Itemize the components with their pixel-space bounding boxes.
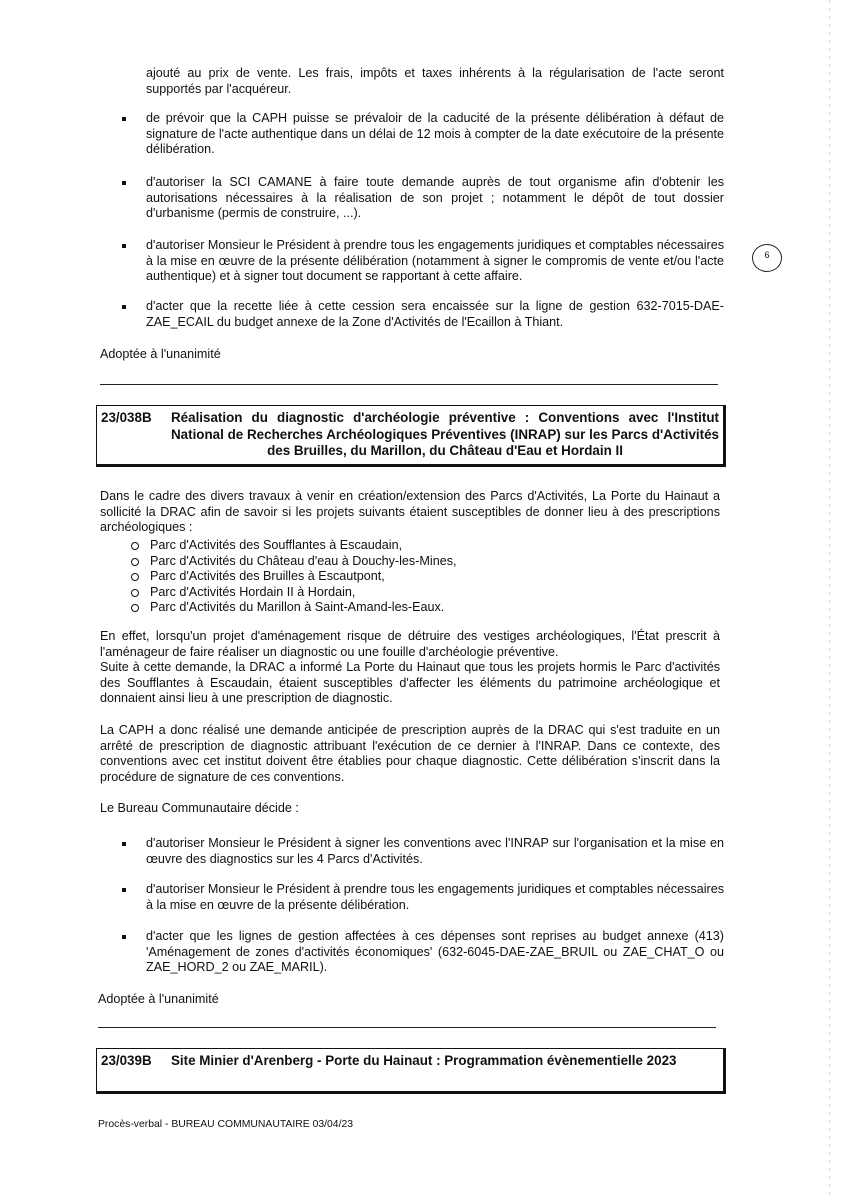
paragraph-line: Suite à cette demande, la DRAC a informé La Porte du Hainaut que tous les projets hormis le Parc d'activités des Soufflantes à Escaudain, étaient susceptibles d'affecter les éléments du patrimoine archéologique et donnaient ainsi lieu à une prescription de diagnostic. [100, 660, 720, 706]
intro-continuation: ajouté au prix de vente. Les frais, impôts et taxes inhérents à la régularisation de l'acte seront supportés par l'acquéreur. [146, 66, 724, 96]
section1-bullet: d'autoriser la SCI CAMANE à faire toute demande auprès de tout organisme afin d'obtenir les autorisations nécessaires à la réalisation de son projet ; notamment le dépôt de tout dossier d'urbanisme (permis de construire, ...). [146, 175, 724, 221]
separator-rule [100, 384, 718, 385]
section1-adoption: Adoptée à l'unanimité [100, 347, 221, 361]
section2-intro: Dans le cadre des divers travaux à venir en création/extension des Parcs d'Activités, La Porte du Hainaut a sollicité la DRAC afin de savoir si les projets suivants étaient susceptibles de donner lieu à des prescriptions archéologiques : [100, 489, 720, 535]
section3-title: Site Minier d'Arenberg - Porte du Hainaut : Programmation évènementielle 2023 [171, 1053, 677, 1068]
section2-code: 23/038B [101, 410, 152, 425]
section1-bullet: de prévoir que la CAPH puisse se prévaloir de la caducité de la présente délibération à défaut de signature de l'acte authentique dans un délai de 12 mois à compter de la date exécutoire de la présente délibération. [146, 111, 724, 157]
section2-paragraph-2 [100, 629, 720, 707]
section3-header-box [96, 1048, 726, 1094]
section1-bullet: d'acter que la recette liée à cette cession sera encaissée sur la ligne de gestion 632-7015-DAE-ZAE_ECAIL du budget annexe de la Zone d'Activités de l'Ecaillon à Thiant. [146, 299, 724, 329]
section2-bullet: d'autoriser Monsieur le Président à prendre tous les engagements juridiques et comptables nécessaires à la mise en œuvre de la présente délibération. [146, 882, 724, 912]
section2-bullet: d'acter que les lignes de gestion affectées à ces dépenses sont reprises au budget annexe (413) 'Aménagement de zones d'activités économiques' (632-6045-DAE-ZAE_BRUIL ou ZAE_CHAT_O ou ZAE_HORD_2 ou ZAE_MARIL). [146, 929, 724, 975]
page-number-stamp [752, 244, 782, 270]
list-item: Parc d'Activités du Château d'eau à Douchy-les-Mines, [130, 554, 457, 570]
section2-title: Réalisation du diagnostic d'archéologie préventive : Conventions avec l'Institut National de Recherches Archéologiques Préventives (INRAP) sur les Parcs d'Activités des Bruilles, du Marillon, du Château d'Eau et Hordain II [171, 410, 719, 459]
parcs-list [130, 538, 457, 616]
list-item: Parc d'Activités Hordain II à Hordain, [130, 585, 457, 601]
decision-intro: Le Bureau Communautaire décide : [100, 801, 299, 815]
section2-bullet: d'autoriser Monsieur le Président à signer les conventions avec l'INRAP sur l'organisation et la mise en œuvre des diagnostics sur les 4 Parcs d'Activités. [146, 836, 724, 866]
section3-code: 23/039B [101, 1053, 152, 1068]
list-item: Parc d'Activités des Soufflantes à Escaudain, [130, 538, 457, 554]
page-footer: Procès-verbal - BUREAU COMMUNAUTAIRE 03/04/23 [98, 1119, 354, 1130]
list-item: Parc d'Activités des Bruilles à Escautpont, [130, 569, 457, 585]
section2-paragraph-3: La CAPH a donc réalisé une demande anticipée de prescription auprès de la DRAC qui s'est traduite en un arrêté de prescription de diagnostic attribuant l'exécution de ce dernier à l'INRAP. Dans ce contexte, des conventions avec cet institut doivent être établies pour chaque diagnostic. Cette délibération s'inscrit dans la procédure de signature de ces conventions. [100, 723, 720, 784]
paragraph-line: En effet, lorsqu'un projet d'aménagement risque de détruire des vestiges archéologiques, l'État prescrit à l'aménageur de faire réaliser un diagnostic ou une fouille d'archéologie préventive. [100, 629, 720, 659]
stamp-number: 6 [764, 250, 770, 260]
list-item: Parc d'Activités du Marillon à Saint-Amand-les-Eaux. [130, 600, 457, 616]
separator-rule [98, 1027, 716, 1028]
section2-adoption: Adoptée à l'unanimité [98, 992, 219, 1006]
section1-bullet: d'autoriser Monsieur le Président à prendre tous les engagements juridiques et comptables nécessaires à la mise en œuvre de la présente délibération (notamment à signer le compromis de vente et/ou l'acte authentique) et à signer tout document se rapportant à cette affaire. [146, 238, 724, 284]
section2-header-box [96, 405, 726, 467]
scan-edge-mark [829, 0, 830, 1200]
